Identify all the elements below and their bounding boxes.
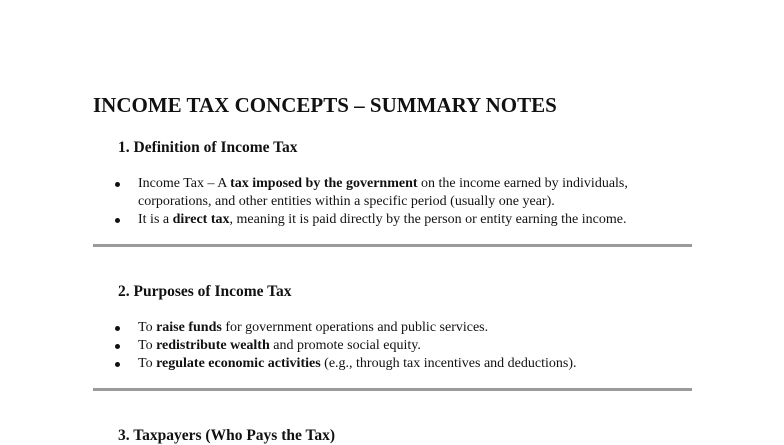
body-text: Income Tax – A bbox=[138, 176, 231, 191]
emphasized-text: direct tax bbox=[172, 212, 230, 227]
section-heading: 3. Taxpayers (Who Pays the Tax) bbox=[118, 427, 336, 444]
body-text: To bbox=[138, 320, 157, 335]
emphasized-text: redistribute wealth bbox=[156, 338, 270, 353]
list-item bbox=[93, 337, 693, 355]
list-item bbox=[93, 355, 693, 373]
section-divider bbox=[93, 244, 692, 247]
body-text: for government operations and public services. bbox=[221, 320, 489, 335]
bullet-icon bbox=[115, 344, 120, 349]
list-item bbox=[93, 319, 693, 337]
body-text: To bbox=[138, 338, 157, 353]
bullet-icon bbox=[115, 362, 120, 367]
bullet-list bbox=[93, 319, 693, 373]
body-text: To bbox=[138, 356, 157, 371]
list-item bbox=[93, 175, 693, 211]
emphasized-text: raise funds bbox=[156, 320, 222, 335]
section-heading: 1. Definition of Income Tax bbox=[118, 139, 298, 156]
emphasized-text: regulate economic activities bbox=[156, 356, 321, 371]
section-heading: 2. Purposes of Income Tax bbox=[118, 283, 292, 300]
body-text: It is a bbox=[138, 212, 173, 227]
body-text: and promote social equity. bbox=[269, 338, 421, 353]
bullet-list bbox=[93, 175, 693, 229]
section-divider bbox=[93, 388, 692, 391]
bullet-icon bbox=[115, 182, 120, 187]
bullet-icon bbox=[115, 326, 120, 331]
body-text: on the income earned by individuals, corporations, and other entities within a specific period (usually one year). bbox=[138, 176, 628, 209]
bullet-icon bbox=[115, 218, 120, 223]
emphasized-text: tax imposed by the government bbox=[230, 176, 418, 191]
body-text: , meaning it is paid directly by the person or entity earning the income. bbox=[229, 212, 627, 227]
list-item bbox=[93, 211, 693, 229]
page-title: INCOME TAX CONCEPTS – SUMMARY NOTES bbox=[93, 93, 557, 117]
body-text: (e.g., through tax incentives and deductions). bbox=[320, 356, 577, 371]
